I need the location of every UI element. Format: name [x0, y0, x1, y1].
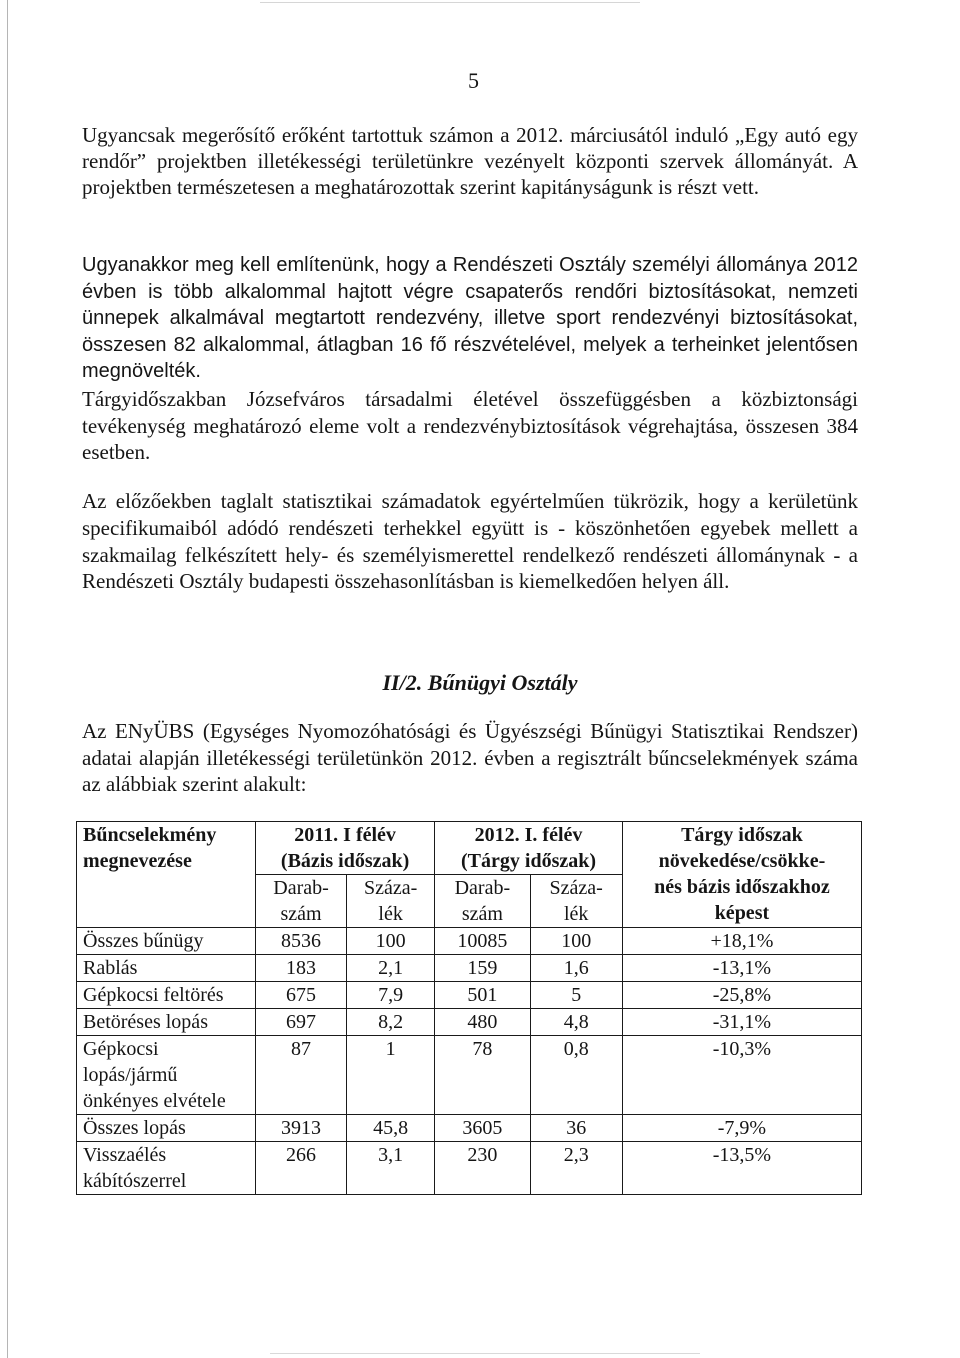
cell-target-percent: 1,6 — [530, 955, 622, 982]
cell-change: -31,1% — [622, 1009, 861, 1036]
paragraph-events: Tárgyidőszakban Józsefváros társadalmi életével összefüggésben a közbiztonsági tevékenység meghatározó eleme volt a rendezvénybiztosítások végrehajtása, összesen 384 esetben. — [82, 387, 858, 464]
cell-crime-name: Betöréses lopás — [77, 1009, 256, 1036]
column-header-text: (Tárgy időszak) — [461, 850, 597, 872]
column-header-text: 2012. I. félév — [474, 824, 583, 846]
cell-base-count: 183 — [256, 955, 347, 982]
table-row — [77, 1036, 862, 1115]
cell-base-percent: 8,2 — [347, 1009, 435, 1036]
subheader-target-percent — [530, 875, 622, 928]
cell-target-percent: 100 — [530, 928, 622, 955]
cell-base-count: 675 — [256, 982, 347, 1009]
cell-base-percent: 3,1 — [347, 1142, 435, 1195]
column-header-text: megnevezése — [83, 850, 192, 872]
cell-target-count: 159 — [435, 955, 530, 982]
subheader-base-count — [256, 875, 347, 928]
table-row — [77, 928, 862, 955]
column-header-change — [622, 822, 861, 928]
column-header-text: (Bázis időszak) — [280, 850, 410, 872]
cell-base-percent: 7,9 — [347, 982, 435, 1009]
cell-base-count: 87 — [256, 1036, 347, 1115]
cell-target-count: 10085 — [435, 928, 530, 955]
cell-change: -13,5% — [622, 1142, 861, 1195]
column-header-text: képest — [714, 902, 770, 924]
table-row — [77, 1009, 862, 1036]
subheader-text: szám — [280, 903, 322, 925]
table-row — [77, 982, 862, 1009]
cell-crime-name: Gépkocsi lopás/jármű önkényes elvétele — [77, 1036, 256, 1115]
cell-base-count: 8536 — [256, 928, 347, 955]
cell-base-count: 3913 — [256, 1115, 347, 1142]
paragraph-statistics-intro: Az ENyÜBS (Egységes Nyomozóhatósági és Ügyészségi Bűnügyi Statisztikai Rendszer) adatai alapján illetékességi területünkön 2012. évben a regisztrált bűncselekmények száma az alábbiak szerint alakult: — [82, 719, 858, 796]
cell-target-percent: 0,8 — [530, 1036, 622, 1115]
cell-base-percent: 45,8 — [347, 1115, 435, 1142]
table-row — [77, 1115, 862, 1142]
subheader-text: szám — [461, 903, 503, 925]
column-header-crime-name — [77, 822, 256, 928]
cell-target-count: 480 — [435, 1009, 530, 1036]
table-header-row — [77, 822, 862, 875]
cell-crime-name: Visszaélés kábítószerrel — [77, 1142, 256, 1195]
cell-target-count: 3605 — [435, 1115, 530, 1142]
scan-edge-bottom — [270, 1353, 700, 1354]
cell-base-count: 266 — [256, 1142, 347, 1195]
table-row — [77, 1142, 862, 1195]
subheader-text: lék — [563, 903, 589, 925]
column-header-text: Bűncselekmény — [83, 824, 217, 846]
cell-base-percent: 2,1 — [347, 955, 435, 982]
subheader-base-percent — [347, 875, 435, 928]
cell-target-count: 501 — [435, 982, 530, 1009]
column-header-text: 2011. I félév — [294, 824, 396, 846]
table-row — [77, 955, 862, 982]
cell-crime-name: Rablás — [77, 955, 256, 982]
cell-change: -10,3% — [622, 1036, 861, 1115]
column-header-base-period — [256, 822, 435, 875]
cell-change: -25,8% — [622, 982, 861, 1009]
section-title: II/2. Bűnügyi Osztály — [382, 670, 578, 695]
paragraph-project: Ugyancsak megerősítő erőként tartottuk számon a 2012. márciusától induló „Egy autó egy rendőr” projektben illetékességi területünkre vezényelt központi szervek állományát. A projektben természetesen a meghatározottak szerint kapitányságunk is részt vett. — [82, 123, 858, 199]
subheader-text: Száza- — [363, 877, 418, 899]
page-number: 5 — [468, 68, 479, 93]
cell-target-count: 230 — [435, 1142, 530, 1195]
subheader-text: Darab- — [454, 877, 511, 899]
cell-base-count: 697 — [256, 1009, 347, 1036]
cell-change: -13,1% — [622, 955, 861, 982]
cell-change: +18,1% — [622, 928, 861, 955]
column-header-text: növekedése/csökke- — [658, 850, 826, 872]
cell-base-percent: 100 — [347, 928, 435, 955]
column-header-target-period — [435, 822, 623, 875]
scan-edge-top — [260, 2, 640, 3]
subheader-target-count — [435, 875, 530, 928]
cell-target-percent: 5 — [530, 982, 622, 1009]
column-header-text: nés bázis időszakhoz — [654, 876, 830, 898]
cell-base-percent: 1 — [347, 1036, 435, 1115]
subheader-text: Száza- — [549, 877, 603, 899]
cell-crime-name: Összes lopás — [77, 1115, 256, 1142]
cell-target-percent: 4,8 — [530, 1009, 622, 1036]
subheader-text: Darab- — [273, 877, 329, 899]
cell-target-percent: 36 — [530, 1115, 622, 1142]
cell-change: -7,9% — [622, 1115, 861, 1142]
cell-target-count: 78 — [435, 1036, 530, 1115]
crime-statistics-table — [76, 821, 862, 1195]
paragraph-police-actions: Ugyanakkor meg kell említenünk, hogy a Rendészeti Osztály személyi állománya 2012 évben is több alkalommal hajtott végre csapaterős rendőri biztosításokat, nemzeti ünnepek alkalmával megtartott rendezvény, illetve sport rendezvényi biztosításokat, összesen 82 alkalommal, átlagban 16 fő részvételével, melyek a terheinket jelentősen megnövelték. — [82, 254, 858, 382]
column-header-text: Tárgy időszak — [681, 824, 803, 846]
cell-crime-name: Gépkocsi feltörés — [77, 982, 256, 1009]
cell-crime-name: Összes bűnügy — [77, 928, 256, 955]
subheader-text: lék — [378, 903, 403, 925]
cell-target-percent: 2,3 — [530, 1142, 622, 1195]
paragraph-summary: Az előzőekben taglalt statisztikai számadatok egyértelműen tükrözik, hogy a kerületünk specifikumaiból adódó rendészeti terhekkel együtt is - köszönhetően egyebek mellett a szakmailag felkészített hely- és személyismerettel rendelkező rendészeti állománynak - a Rendészeti Osztály budapesti összehasonlításban is kiemelkedően helyen áll. — [82, 489, 858, 594]
